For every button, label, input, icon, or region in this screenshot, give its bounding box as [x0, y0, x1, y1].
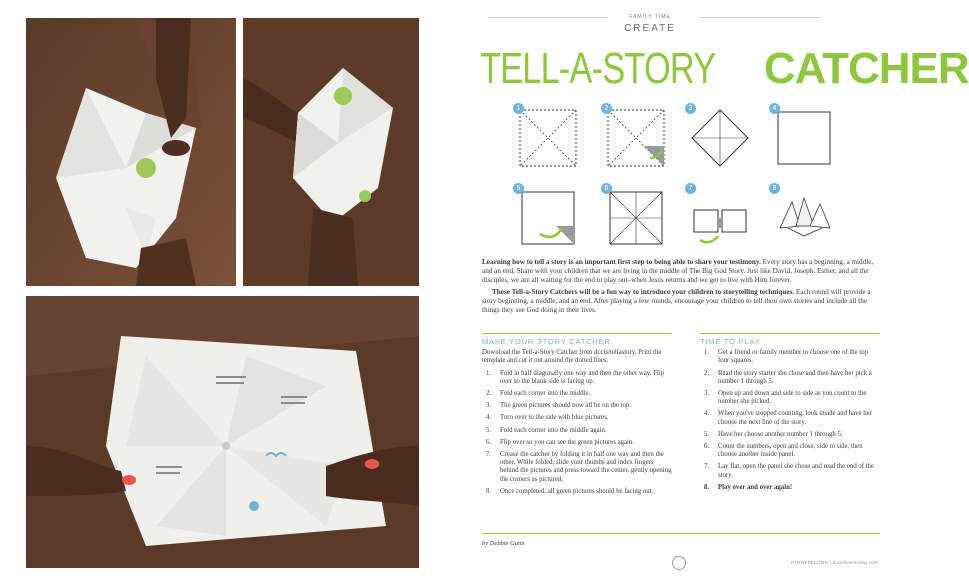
intro-paragraph-2: [482, 288, 878, 315]
list-item: [482, 451, 672, 484]
section-rule-left: [482, 333, 672, 334]
list-text: The green pictures should now all be on the top.: [500, 402, 631, 410]
list-text: Get a friend or family member to choose one of the top four squares.: [718, 349, 869, 365]
list-text: Count the numbers, open and close, side to side, then choose another inside panel.: [718, 443, 863, 459]
make-lead: Download the Tell-a-Story Catcher from dccis/tellastory. Print the template and cut it out around the dotted lines.: [482, 349, 662, 365]
make-steps-list: [482, 370, 672, 496]
time-to-play-section: [700, 338, 880, 496]
list-item: [482, 427, 672, 435]
step-number: 7: [685, 183, 696, 194]
list-text: Have her choose another number 1 through 5.: [718, 430, 843, 438]
list-number: 1.: [486, 369, 492, 377]
list-text: Lay flat, open the panel she chose and read the end of the story.: [718, 463, 875, 479]
bottom-rule: [482, 533, 880, 534]
intro-paragraph-1: [482, 258, 878, 285]
kicker-rule-left: [488, 17, 608, 18]
step-1-diagram: [516, 105, 578, 168]
list-number: 8.: [486, 487, 492, 495]
play-heading: TIME TO PLAY: [700, 337, 761, 346]
section-label: CREATE: [624, 23, 676, 34]
intro-text: [482, 258, 878, 318]
section-rule-right: [700, 333, 880, 334]
title-part-1: TELL-A-STORY: [480, 44, 716, 93]
list-item: [482, 488, 672, 496]
page-title: [480, 44, 969, 94]
list-text: Fold each corner into the middle again.: [500, 426, 607, 434]
list-number: 5.: [704, 430, 710, 438]
list-text: Once completed, all green pictures should be facing out.: [500, 487, 654, 495]
intro-p1-rest: Every story has a beginning, a middle, and an end. Share with your children that we are living in the middle of The Big God Story. Just like David, Joseph, Esther, and all the disciples, we are all waiting for the end to play out–when Jesus returns and we get to live with Him forever.: [482, 258, 874, 284]
step-number: 4: [769, 103, 780, 114]
list-text: When you've stopped counting, look inside and have her choose the next line of the story.: [718, 410, 872, 426]
list-item: [700, 431, 880, 439]
photo-finger-pointing-catcher: [243, 18, 419, 286]
list-number: 3.: [486, 402, 492, 410]
intro-p2-bold: These Tell-a-Story Catchers will be a fun way to introduce your children to storytelling techniques.: [492, 288, 795, 296]
list-text: Fold in half diagonally one way and then the other way. Flip over so the blank side is facing up.: [500, 369, 665, 385]
list-item: [700, 410, 880, 426]
list-number: 3.: [704, 390, 710, 398]
list-number: 6.: [704, 443, 710, 451]
list-item: [700, 390, 880, 406]
step-number: 8: [769, 183, 780, 194]
list-number: 5.: [486, 426, 492, 434]
folding-steps: [516, 105, 838, 248]
step-6-diagram: [604, 185, 666, 248]
list-text: Turn over to the side with blue pictures.: [500, 414, 609, 422]
list-number: 1.: [704, 349, 710, 357]
list-item: [482, 370, 672, 386]
play-steps-list: [700, 349, 880, 492]
step-number: 5: [513, 183, 524, 194]
list-text: Fold each corner into the middle.: [500, 390, 591, 398]
list-number: 4.: [486, 414, 492, 422]
list-text: Open up and down and side to side as you count to the number she picked.: [718, 390, 867, 406]
list-item: [482, 402, 672, 410]
list-item: [700, 443, 880, 459]
list-item: [482, 414, 672, 422]
list-number: 4.: [704, 410, 710, 418]
photo-hands-folding-catcher: [26, 18, 236, 286]
step-5-diagram: [516, 185, 578, 248]
list-item: [700, 349, 880, 365]
step-number: 2: [601, 103, 612, 114]
list-item: [700, 463, 880, 479]
list-item: [482, 390, 672, 398]
photo-catcher-open-flat: [26, 296, 419, 568]
make-heading: MAKE YOUR STORY CATCHER: [482, 337, 611, 346]
step-3-diagram: [688, 105, 750, 168]
list-number: 2.: [486, 390, 492, 398]
intro-p1-bold: Learning how to tell a story is an important first step to being able to share your testimony.: [482, 258, 761, 266]
list-text: Flip over so you can see the green pictures again.: [500, 438, 635, 446]
list-text: Read the story starter she chose and then have her pick a number 1 through 5.: [718, 369, 872, 385]
publisher-logo-icon: [672, 556, 686, 570]
step-8-diagram: [772, 185, 834, 248]
intro-p2-rest: Each round will provide a story beginning, a middle, and an end. After playing a few rounds, encourage your children to tell their own stories and include all the things they see God doing in their lives.: [482, 288, 871, 314]
step-4-diagram: [772, 105, 834, 168]
step-number: 6: [601, 183, 612, 194]
step-number: 1: [513, 103, 524, 114]
step-number: 3: [685, 103, 696, 114]
list-text: Play over and over again!: [718, 483, 793, 491]
list-number: 6.: [486, 438, 492, 446]
list-text: Crease the catcher by folding it in half one way and then the other. While folded, slide your thumbs and index fingers behind the pictures and press toward the center, gently opening the corners as pictured.: [500, 451, 672, 483]
title-part-2: CATCHER: [763, 44, 969, 93]
list-number: 8.: [704, 483, 710, 491]
make-your-story-catcher-section: [482, 338, 672, 500]
list-item: [700, 484, 880, 492]
list-item: [700, 370, 880, 386]
kicker-rule-right: [700, 17, 820, 18]
list-number: 7.: [704, 463, 710, 471]
list-number: 2.: [704, 369, 710, 377]
kicker: FAMILY TIME: [629, 14, 671, 20]
step-2-diagram: [604, 105, 666, 168]
page-footer: STORYTELLING | kuonfreestrong.com: [790, 560, 878, 565]
byline: by Debbie Gunn: [482, 540, 525, 547]
step-7-diagram: [688, 185, 750, 248]
list-item: [482, 439, 672, 447]
list-number: 7.: [486, 451, 492, 459]
